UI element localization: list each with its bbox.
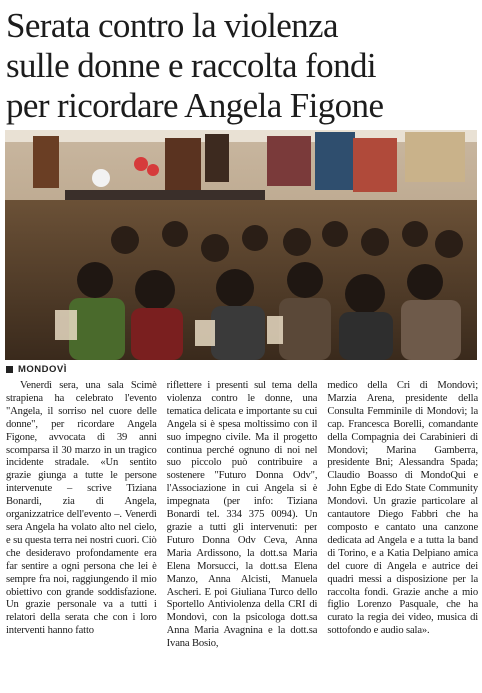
- article-column-2: [167, 380, 318, 690]
- article-body: [6, 380, 478, 690]
- column-1-text: Venerdì sera, una sala Scimè strapiena ha celebrato l'evento "Angela, il sorriso nel cuore delle donne", per ricordare Angela Figone, avvocata di 39 anni scomparsa il 30 marzo in un tragico incidente stradale. «Un sentito grazie giunga a tutte le persone intervenute – scrive Tiziana Bonardi, zia di Angela, organizzatrice dell'evento –. Venerdì sera Angela ha volato alto nel cielo, e su questa terra nei nostri cuori. Ciò che desideravo profondamente era far sentire a ogni persona che lei è sempre fra noi, raggiungendo il mio obiettivo con grande soddisfazione. Un grazie personale va a tutti i relatori della serata che con i loro interventi hanno fatto: [6, 380, 157, 637]
- headline-line-2: sulle donne e raccolta fondi: [6, 46, 376, 85]
- article-column-1: [6, 380, 157, 690]
- section-square-icon: [6, 366, 13, 373]
- headline-line-3: per ricordare Angela Figone: [6, 86, 384, 125]
- section-label-text: MONDOVÌ: [18, 364, 67, 375]
- article-column-3: [327, 380, 478, 690]
- headline-line-1: Serata contro la violenza: [6, 6, 338, 45]
- section-label: [6, 364, 67, 375]
- event-audience-photo-icon: [5, 130, 477, 360]
- column-2-text: riflettere i presenti sul tema della violenza contro le donne, una tematica delicata e importante su cui Angela si è spesa moltissimo con il suo impegno civile. Ma il progetto continua perché ognuno di noi nel suo piccolo può contribuire a sostenere "Futuro Donna Odv", l'Associazione in cui Angela si è impegnata (per info: Tiziana Bonardi tel. 334 375 0094). Un grazie a tutti gli intervenuti: per Futuro Donna Odv Ceva, Anna Maria Ardissono, la dott.sa Maria Elena Morsucci, la dott.sa Elena Manzo, Anna Alcisti, Manuela Ascheri. E poi Giuliana Turco dello Sportello Antiviolenza della CRI di Mondovì, con la psicologa dott.sa Anna Maria Avagnina e la dott.sa Ivana Bosio,: [166, 380, 318, 650]
- headline: [6, 6, 476, 126]
- event-photo: [5, 130, 477, 360]
- column-3-text: medico della Cri di Mondovì; Marzia Arena, presidente della Consulta Femminile di Mondovì; la cap. Francesca Borelli, comandante della Compagnia dei Carabinieri di Mondovì; Marina Gamberra, presidente Bni; Alessandra Spada; Claudio Boasso di MondoQui e John Egbe di Edo State Community Mondovì. Un grazie particolare al cantautore Diego Fabbri che ha composto e cantato una canzone dedicata ad Angela e a tutta la band di Torino, e a Katia Delpiano amica del cuore di Angela e autrice dei quadri messi a disposizione per la raccolta fondi. Grazie anche a mio figlio Lorenzo Pasquale, che ha curato la regia dei video, musica di sottofondo e audio sala».: [327, 380, 479, 637]
